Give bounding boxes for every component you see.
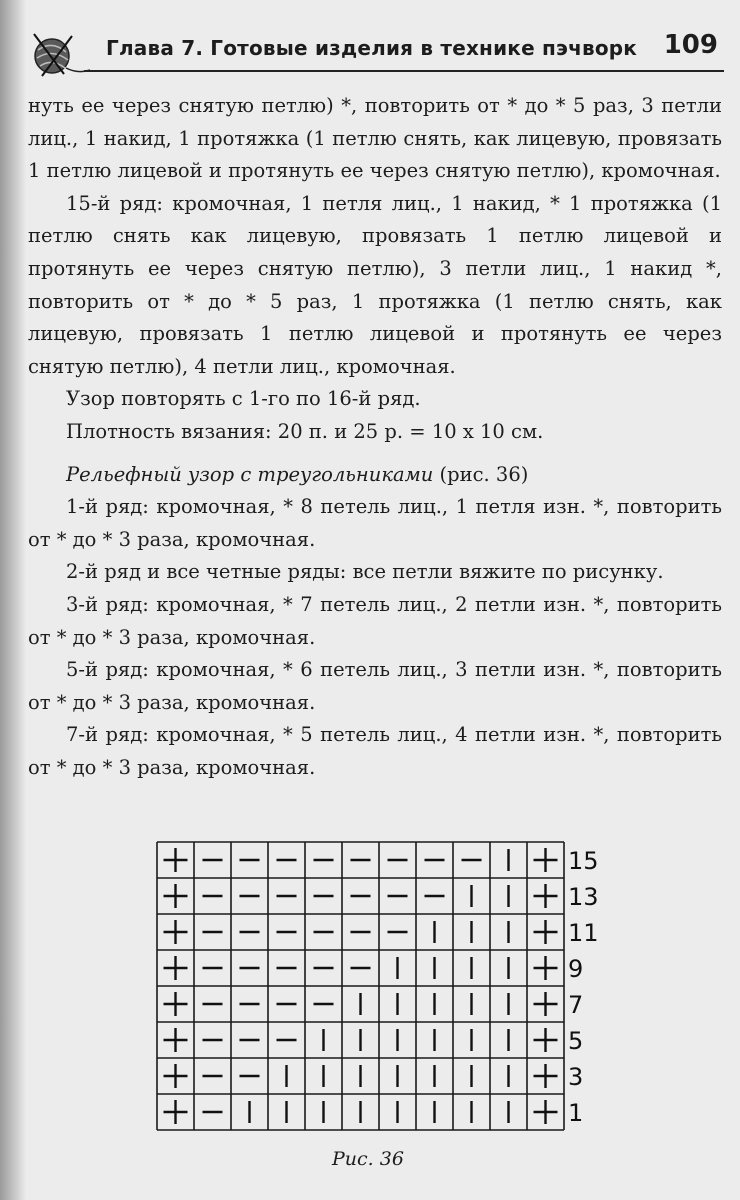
page-gutter-shadow xyxy=(0,0,26,1200)
edge-stitch-symbol xyxy=(164,1100,188,1124)
edge-stitch-symbol xyxy=(164,920,188,944)
row-number-label: 1 xyxy=(568,1099,584,1127)
edge-stitch-symbol xyxy=(534,992,558,1016)
paragraph-row-3: 3-й ряд: кромочная, * 7 петель лиц., 2 петли изн. *, повторить от * до * 3 раза, кромочная. xyxy=(28,592,722,649)
paragraph-row-2: 2-й ряд и все четные ряды: все петли вяжите по рисунку. xyxy=(66,560,664,584)
row-number-label: 15 xyxy=(568,847,599,875)
edge-stitch-symbol xyxy=(164,884,188,908)
edge-stitch-symbol xyxy=(534,1064,558,1088)
paragraph-row-1: 1-й ряд: кромочная, * 8 петель лиц., 1 петля изн. *, повторить от * до * 3 раза, кромочная. xyxy=(28,495,722,551)
edge-stitch-symbol xyxy=(534,920,558,944)
chapter-title: Глава 7. Готовые изделия в технике пэчворк xyxy=(106,36,638,60)
edge-stitch-symbol xyxy=(534,884,558,908)
yarn-ball-icon xyxy=(28,30,92,80)
edge-stitch-symbol xyxy=(534,1028,558,1052)
edge-stitch-symbol xyxy=(164,848,188,872)
body-text xyxy=(28,90,722,784)
knitting-chart xyxy=(155,838,625,1138)
header-rule xyxy=(84,70,724,72)
row-number-label: 5 xyxy=(568,1027,584,1055)
paragraph-row-5: 5-й ряд: кромочная, * 6 петель лиц., 3 петли изн. *, повторить от * до * 3 раза, кромочная. xyxy=(28,658,722,714)
page-header xyxy=(24,24,724,80)
row-number-label: 11 xyxy=(568,919,599,947)
edge-stitch-symbol xyxy=(534,956,558,980)
edge-stitch-symbol xyxy=(164,1064,188,1088)
row-number-label: 9 xyxy=(568,955,584,983)
paragraph-row-15: 15-й ряд: кромочная, 1 петля лиц., 1 накид, * 1 протяжка (1 петлю снять как лицевую, провязать 1 петлю лицевой и протянуть ее через снятую петлю), 3 петли лиц., 1 накид *, повторить от * до * 5 раз, 1 протяжка (1 петлю снять, как лицевую, провязать 1 петлю лицевой и протянуть ее через снятую петлю), 4 петли лиц., кромочная. xyxy=(28,191,722,378)
paragraph-gauge: Плотность вязания: 20 п. и 25 р. = 10 х 10 см. xyxy=(66,419,544,443)
row-number-label: 13 xyxy=(568,883,599,911)
paragraph-continuation: нуть ее через снятую петлю) *, повторить от * до * 5 раз, 3 петли лиц., 1 накид, 1 протяжка (1 петлю снять, как лицевую, провязать 1 петлю лицевой и протянуть ее через снятую петлю), кромочная. xyxy=(28,94,722,183)
edge-stitch-symbol xyxy=(164,956,188,980)
paragraph-repeat-note: Узор повторять с 1-го по 16-й ряд. xyxy=(66,387,421,411)
pattern-title: Рельефный узор с треугольниками xyxy=(66,462,434,486)
paragraph-row-7: 7-й ряд: кромочная, * 5 петель лиц., 4 петли изн. *, повторить от * до * 3 раза, кромочная. xyxy=(28,723,722,779)
edge-stitch-symbol xyxy=(534,1100,558,1124)
knitting-chart-figure xyxy=(155,838,625,1138)
pattern-figure-ref: (рис. 36) xyxy=(433,462,529,486)
pattern-heading xyxy=(28,459,722,492)
row-number-label: 3 xyxy=(568,1063,584,1091)
edge-stitch-symbol xyxy=(164,992,188,1016)
edge-stitch-symbol xyxy=(164,1028,188,1052)
row-number-label: 7 xyxy=(568,991,584,1019)
page-number: 109 xyxy=(663,30,718,60)
figure-caption: Рис. 36 xyxy=(332,1148,404,1170)
edge-stitch-symbol xyxy=(534,848,558,872)
